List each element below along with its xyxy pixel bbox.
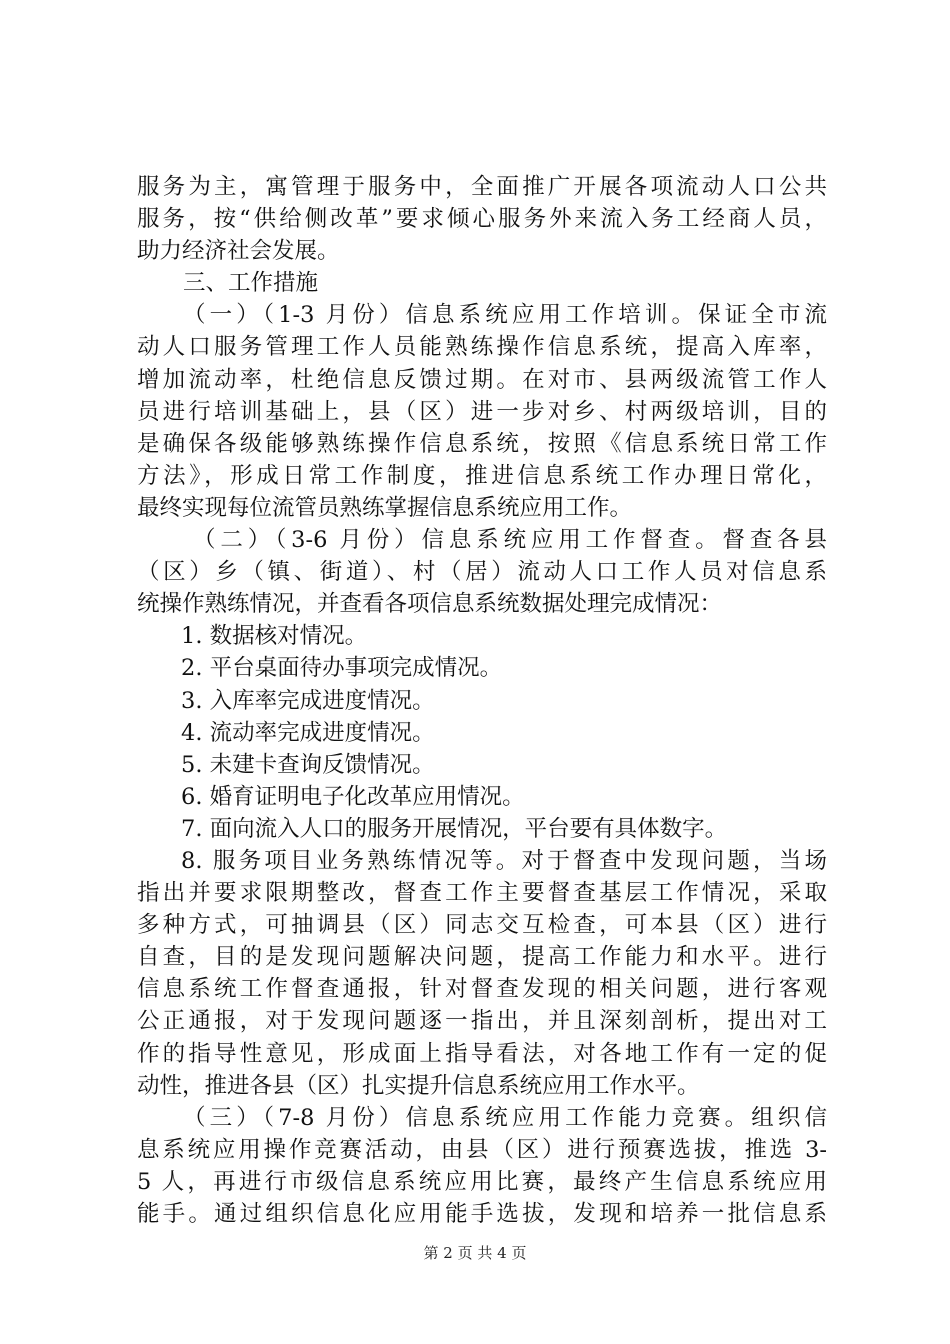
text-line: 服务，按“供给侧改革”要求倾心服务外来流入务工经商人员，	[137, 206, 827, 233]
text-line: 多种方式，可抽调县（区）同志交互检查，可本县（区）进行	[137, 912, 827, 939]
text-line: 作的指导性意见，形成面上指导看法，对各地工作有一定的促	[137, 1040, 827, 1067]
text-line: 指出并要求限期整改，督查工作主要督查基层工作情况，采取	[137, 880, 827, 907]
text-line: （一）（1-3 月份）信息系统应用工作培训。保证全市流	[183, 302, 827, 329]
text-line: 最终实现每位流管员熟练掌握信息系统应用工作。	[137, 494, 633, 521]
list-item: 5. 未建卡查询反馈情况。	[181, 751, 435, 778]
list-item: 2. 平台桌面待办事项完成情况。	[181, 655, 503, 682]
section-heading: 三、工作措施	[183, 270, 319, 297]
text-line: 自查，目的是发现问题解决问题，提高工作能力和水平。进行	[137, 944, 827, 971]
list-item: 7. 面向流入人口的服务开展情况，平台要有具体数字。	[181, 815, 728, 842]
text-line: 5 人，再进行市级信息系统应用比赛，最终产生信息系统应用	[137, 1168, 827, 1195]
text-line: 方法》，形成日常工作制度，推进信息系统工作办理日常化，	[137, 462, 827, 489]
document-body	[137, 171, 827, 1230]
text-line: 统操作熟练情况，并查看各项信息系统数据处理完成情况：	[137, 591, 723, 618]
text-line: 服务为主，寓管理于服务中，全面推广开展各项流动人口公共	[137, 174, 827, 200]
text-line: （三）（7-8 月份）信息系统应用工作能力竞赛。组织信	[183, 1104, 827, 1131]
text-line: 增加流动率，杜绝信息反馈过期。在对市、县两级流管工作人	[137, 366, 827, 393]
list-item: 3. 入库率完成进度情况。	[181, 687, 435, 714]
list-item: 8. 服务项目业务熟练情况等。对于督查中发现问题，当场	[181, 847, 827, 874]
text-line: 动性，推进各县（区）扎实提升信息系统应用工作水平。	[137, 1072, 700, 1099]
text-line: 能手。通过组织信息化应用能手选拔，发现和培养一批信息系	[137, 1201, 827, 1227]
text-line: （二）（3-6 月份）信息系统应用工作督查。督查各县	[193, 527, 827, 554]
text-line: 是确保各级能够熟练操作信息系统，按照《信息系统日常工作	[137, 430, 827, 457]
text-line: 息系统应用操作竞赛活动，由县（区）进行预赛选拔，推选 3-	[137, 1136, 827, 1163]
text-line: 公正通报，对于发现问题逐一指出，并且深刻剖析，提出对工	[137, 1008, 827, 1035]
list-item: 6. 婚育证明电子化改革应用情况。	[181, 783, 525, 810]
text-line: （区）乡（镇、街道）、村（居）流动人口工作人员对信息系	[137, 559, 827, 586]
text-line: 助力经济社会发展。	[137, 238, 340, 265]
page-footer: 第 2 页 共 4 页	[423, 1244, 527, 1262]
text-line: 员进行培训基础上，县（区）进一步对乡、村两级培训，目的	[137, 398, 827, 425]
list-item: 4. 流动率完成进度情况。	[181, 719, 435, 746]
list-item: 1. 数据核对情况。	[181, 623, 368, 650]
text-line: 信息系统工作督查通报，针对督查发现的相关问题，进行客观	[137, 976, 827, 1003]
text-line: 动人口服务管理工作人员能熟练操作信息系统，提高入库率，	[137, 334, 827, 361]
